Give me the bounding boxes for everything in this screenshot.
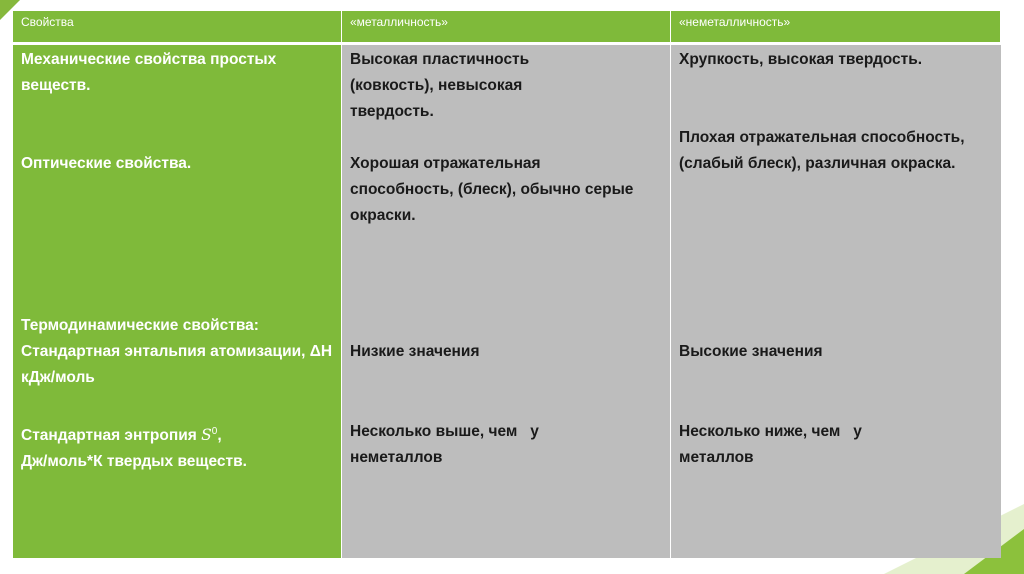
entropy-units: Дж/моль*К твердых веществ. <box>21 453 247 471</box>
header-nonmetallic: «неметалличность» <box>671 11 1001 45</box>
header-properties: Свойства <box>13 11 342 45</box>
property-enthalpy: Стандартная энтальпия атомизации, ΔН кДж/моль <box>21 343 333 386</box>
metallic-column <box>342 45 671 558</box>
metallic-mechanical: Высокая пластичность (ковкость), невысокая твердость. <box>350 51 530 120</box>
property-mechanical: Механические свойства простых веществ. <box>21 51 277 94</box>
nonmetallic-mechanical: Хрупкость, высокая твердость. <box>679 51 923 68</box>
metallic-optical: Хорошая отражательная способность, (блеск), обычно серые окраски. <box>350 155 634 224</box>
comparison-table <box>12 10 1000 557</box>
nonmetallic-optical: Плохая отражательная способность,(слабый блеск), различная окраска. <box>679 129 965 172</box>
entropy-comma: , <box>217 427 222 445</box>
metallic-enthalpy: Низкие значения <box>350 343 480 360</box>
nonmetallic-enthalpy: Высокие значения <box>679 343 823 360</box>
header-metallic: «металличность» <box>342 11 671 45</box>
entropy-label: Стандартная энтропия <box>21 427 197 445</box>
properties-column <box>13 45 342 558</box>
property-optical: Оптические свойства. <box>21 155 192 172</box>
metallic-entropy: Несколько выше, чем у неметаллов <box>350 423 544 466</box>
property-thermo-title: Термодинамические свойства: <box>21 317 259 334</box>
entropy-superscript: 0 <box>211 426 218 437</box>
property-entropy <box>21 419 336 475</box>
nonmetallic-entropy: Несколько ниже, чем у металлов <box>679 423 867 466</box>
entropy-symbol: S <box>201 426 212 445</box>
nonmetallic-column <box>671 45 1001 558</box>
